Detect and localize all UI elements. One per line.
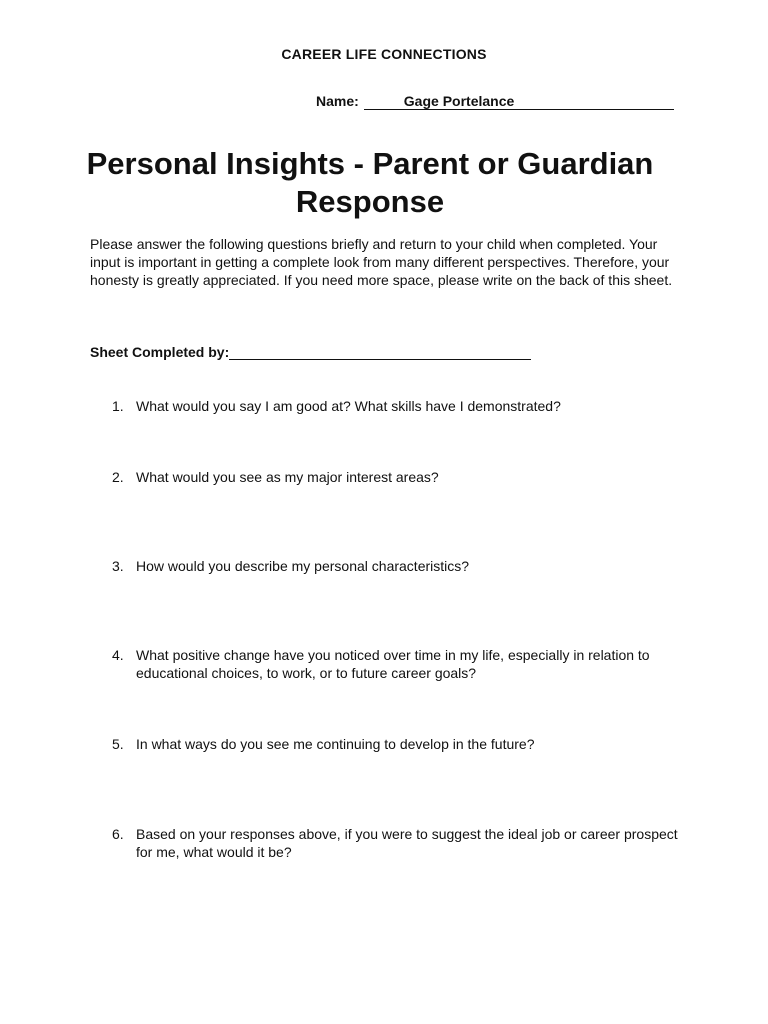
intro-paragraph: Please answer the following questions briefly and return to your child when completed. Your input is important in getting a complete look from many different perspectives. Therefore, your honesty is greatly appreciated. If you need more space, please write on the back of this sheet. [90,236,673,288]
question-item [112,468,692,486]
document-title [60,145,680,221]
question-text: What would you see as my major interest areas? [136,469,439,485]
question-number: 1. [112,398,124,414]
question-text: What would you say I am good at? What skills have I demonstrated? [136,398,561,414]
name-row [316,93,674,110]
completed-by-label: Sheet Completed by: [90,344,230,360]
header-title: CAREER LIFE CONNECTIONS [281,46,487,62]
question-item [112,735,692,753]
question-number: 6. [112,826,124,842]
question-text: What positive change have you noticed over time in my life, especially in relation to educational choices, to work, or to future career goals? [136,647,650,681]
completed-by-row [90,344,531,360]
question-number: 2. [112,469,124,485]
completed-by-field[interactable] [229,344,531,360]
question-item [112,825,692,861]
question-number: 4. [112,647,124,663]
name-label: Name: [316,93,359,109]
question-number: 5. [112,736,124,752]
question-item [112,646,692,682]
question-number: 3. [112,558,124,574]
document-title-line2: Response [295,184,445,219]
question-text: In what ways do you see me continuing to develop in the future? [136,736,535,752]
question-item [112,397,692,415]
question-text: How would you describe my personal characteristics? [136,558,470,574]
question-item [112,557,692,575]
name-field[interactable]: Gage Portelance [364,93,674,110]
document-title-line1: Personal Insights - Parent or Guardian [86,146,654,181]
question-text: Based on your responses above, if you were to suggest the ideal job or career prospect for me, what would it be? [136,826,678,860]
